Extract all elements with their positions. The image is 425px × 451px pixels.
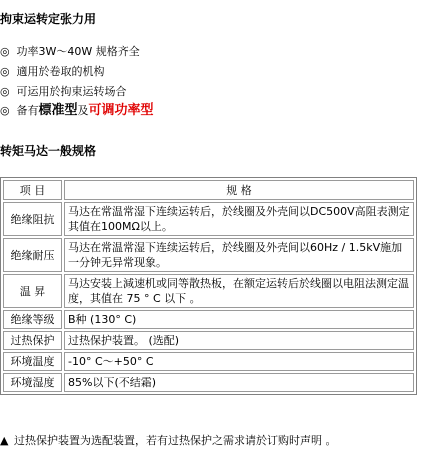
table-row <box>3 202 414 236</box>
row-label: 过热保护 <box>3 331 62 350</box>
feature-text: 適用於卷取的机构 <box>16 65 105 78</box>
row-label: 绝缘等级 <box>3 310 62 329</box>
row-value: 马达安装上減速机或同等散热板，在额定运转后於线圈以电阻法测定温度，其值在 75 ° C 以下 。 <box>64 274 414 308</box>
feature-prefix: 备有 <box>16 104 39 117</box>
feature-join: 及 <box>77 104 89 117</box>
column-header-spec: 规 格 <box>64 180 414 200</box>
feature-text: 功率3W～40W 规格齐全 <box>16 45 140 58</box>
row-value: 马达在常温常湿下连续运转后，於线圈及外壳间以DC500V高阻表测定其值在100MΩ以上。 <box>64 202 414 236</box>
table-row <box>3 274 414 308</box>
bullet-circle-icon: ◎ <box>0 45 10 58</box>
triangle-icon: ▲ <box>0 434 9 447</box>
page-title: 拘束运转定张力用 <box>0 12 97 26</box>
row-label: 温 昇 <box>3 274 62 308</box>
row-value: -10° C～+50° C <box>64 352 414 371</box>
footnote-text: 过热保护装置为选配装置，若有过热保护之需求请於订购时声明 。 <box>14 434 337 447</box>
table-row <box>3 238 414 272</box>
spec-section-title: 转矩马达一般规格 <box>0 144 97 158</box>
row-value: 马达在常温常湿下连续运转后，於线圈及外壳间以60Hz / 1.5kV施加一分钟无异常现象。 <box>64 238 414 272</box>
row-label: 绝缘阻抗 <box>3 202 62 236</box>
feature-item <box>0 103 154 118</box>
column-header-item: 项 目 <box>3 180 62 200</box>
footnote <box>0 432 337 448</box>
feature-item <box>0 84 127 99</box>
feature-item <box>0 64 105 79</box>
row-label: 绝缘耐压 <box>3 238 62 272</box>
bullet-circle-icon: ◎ <box>0 104 10 117</box>
table-row <box>3 310 414 329</box>
row-value: B种 (130° C) <box>64 310 414 329</box>
row-label: 环境湿度 <box>3 373 62 392</box>
table-row <box>3 331 414 350</box>
table-row <box>3 352 414 371</box>
row-label: 环境温度 <box>3 352 62 371</box>
bullet-circle-icon: ◎ <box>0 85 10 98</box>
row-value: 过热保护装置。 (选配) <box>64 331 414 350</box>
table-row <box>3 373 414 392</box>
spec-table <box>0 177 417 395</box>
bullet-circle-icon: ◎ <box>0 65 10 78</box>
standard-type-label: 標准型 <box>38 103 78 118</box>
row-value: 85%以下(不结霜) <box>64 373 414 392</box>
adjustable-type-label: 可调功率型 <box>88 103 154 118</box>
table-header-row <box>3 180 414 200</box>
feature-text: 可运用於拘束运转场合 <box>16 85 127 98</box>
feature-item <box>0 44 140 59</box>
